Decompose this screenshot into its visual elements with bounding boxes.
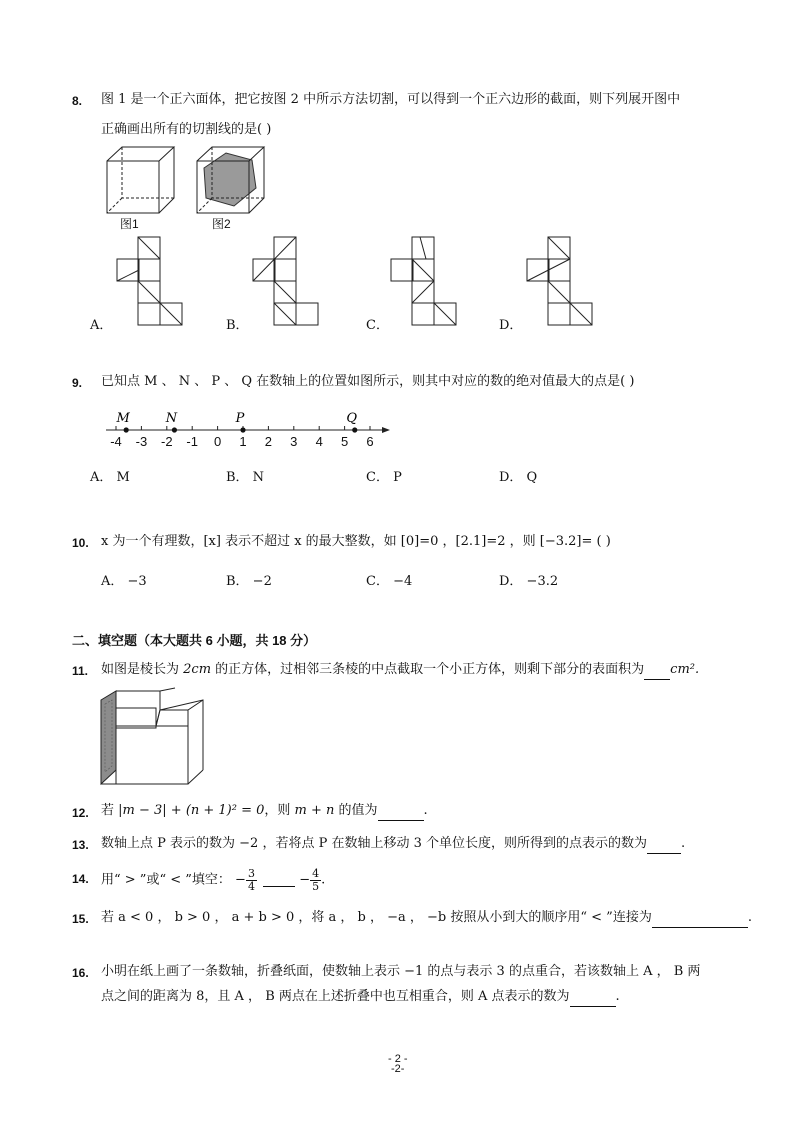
tick-label: 6 bbox=[366, 434, 374, 449]
q14-end: . bbox=[321, 872, 326, 888]
q12-text-a: 若 bbox=[101, 803, 119, 818]
section-fill-in-blank-heading: 二、填空题（本大题共 6 小题，共 18 分） bbox=[72, 633, 317, 648]
q15-blank[interactable] bbox=[652, 913, 748, 928]
q8-text-line1: 图 1 是一个正六面体，把它按图 2 中所示方法切割，可以得到一个正六边形的截面，则下列展开图中 bbox=[101, 92, 681, 107]
q8-option-c: C． bbox=[366, 318, 389, 333]
q13-text bbox=[101, 834, 685, 854]
q12-text bbox=[101, 801, 428, 821]
tick-label: -4 bbox=[110, 434, 122, 449]
q8-figure1-cube bbox=[106, 146, 186, 218]
q9-option-b: B． N bbox=[226, 470, 265, 485]
q10-number: 10. bbox=[72, 536, 89, 550]
q13-text-main: 数轴上点 P 表示的数为 −2 ，若将点 P 在数轴上移动 3 个单位长度，则所得到的点表示的数为 bbox=[101, 836, 647, 851]
q8-net-a bbox=[116, 236, 188, 326]
q15-end: . bbox=[747, 910, 752, 925]
q10-option-d: D． −3.2 bbox=[499, 574, 559, 589]
q11-unit: cm². bbox=[670, 662, 700, 677]
q11-text-b: 2cm bbox=[183, 662, 212, 677]
q8-figure1-label: 图1 bbox=[120, 217, 139, 231]
q9-option-c: C． P bbox=[366, 470, 402, 485]
tick-label: 2 bbox=[264, 434, 273, 449]
q8-net-d bbox=[526, 236, 598, 326]
tick-label: 4 bbox=[315, 434, 323, 449]
q8-net-c bbox=[390, 236, 462, 326]
q8-net-b bbox=[252, 236, 324, 326]
point-label-p: P bbox=[235, 411, 245, 426]
q12-number: 12. bbox=[72, 806, 89, 820]
q8-figure2-label: 图2 bbox=[212, 217, 231, 231]
q8-figure2-cube bbox=[196, 146, 268, 218]
point-n bbox=[172, 427, 177, 432]
q11-number: 11. bbox=[72, 664, 89, 678]
q11-cube-with-cut-figure bbox=[100, 690, 210, 786]
q13-number: 13. bbox=[72, 838, 89, 852]
tick-label: -1 bbox=[186, 434, 198, 449]
q15-text bbox=[101, 908, 752, 928]
q15-text-main: 若 a < 0 ， b > 0 ， a + b > 0 ，将 a ， b ， −a ， −b 按照从小到大的顺序用“ < ”连接为 bbox=[101, 910, 652, 925]
q13-end: . bbox=[681, 836, 686, 851]
tick-label: 5 bbox=[340, 434, 349, 449]
q10-text: x 为一个有理数，[x] 表示不超过 x 的最大整数，如 [0]=0 ，[2.1]=2 ，则 [−3.2]= ( ) bbox=[101, 534, 611, 549]
q9-number-line bbox=[100, 404, 400, 450]
point-label-n: N bbox=[165, 411, 178, 426]
page-number-secondary: -2- bbox=[391, 1063, 405, 1075]
q11-blank[interactable] bbox=[644, 665, 670, 680]
tick-label: -2 bbox=[161, 434, 173, 449]
point-p bbox=[240, 427, 245, 432]
q12-expression: m + n bbox=[294, 803, 335, 818]
q16-text-line1: 小明在纸上画了一条数轴，折叠纸面，使数轴上表示 −1 的点与表示 3 的点重合，若该数轴上 A ， B 两 bbox=[101, 964, 701, 979]
q9-text: 已知点 M 、 N 、 P 、 Q 在数轴上的位置如图所示，则其中对应的数的绝对值最大的点是( ) bbox=[101, 374, 635, 389]
q14-text-main: 用“ > ”或“ < ”填空： bbox=[101, 872, 231, 888]
tick-label: 1 bbox=[239, 434, 247, 449]
q16-number: 16. bbox=[72, 966, 89, 980]
q8-option-a: A． bbox=[90, 318, 113, 333]
point-q bbox=[352, 427, 357, 432]
q10-option-c: C． −4 bbox=[366, 574, 413, 589]
q12-equation: |m − 3| + (n + 1)² = 0 bbox=[118, 803, 265, 818]
q12-text-e: 的值为 bbox=[334, 803, 378, 818]
q8-text-line2: 正确画出所有的切割线的是( ) bbox=[101, 122, 272, 137]
q16-end: . bbox=[615, 989, 620, 1004]
point-m bbox=[124, 427, 129, 432]
q15-number: 15. bbox=[72, 912, 89, 926]
q9-option-d: D． Q bbox=[499, 470, 538, 485]
tick-label: 0 bbox=[213, 434, 222, 449]
q12-end: . bbox=[423, 803, 428, 818]
tick-label: -3 bbox=[135, 434, 148, 449]
page-number: - 2 - bbox=[388, 1053, 408, 1065]
tick-label: 3 bbox=[290, 434, 298, 449]
q8-option-b: B． bbox=[226, 318, 249, 333]
point-label-q: Q bbox=[346, 411, 358, 426]
q9-number: 9. bbox=[72, 376, 83, 390]
q13-blank[interactable] bbox=[647, 839, 681, 854]
q11-text bbox=[101, 660, 699, 680]
q14-number: 14. bbox=[72, 872, 89, 886]
q16-blank[interactable] bbox=[570, 992, 616, 1007]
q14-text: 用“ > ”或“ < ”填空： − $\frac{3}{4}$ − $\frac{4}{5}$ . bbox=[101, 867, 326, 893]
q14-fraction-2: $\frac{4}{5}$ bbox=[312, 867, 320, 893]
q11-text-c: 的正方体，过相邻三条棱的中点截取一个小正方体，则剩下部分的表面积为 bbox=[211, 662, 645, 677]
q12-text-c: ，则 bbox=[264, 803, 295, 818]
q14-blank[interactable] bbox=[263, 874, 295, 887]
q11-text-a: 如图是棱长为 bbox=[101, 662, 184, 677]
q10-option-a: A． −3 bbox=[101, 574, 147, 589]
q8-option-d: D． bbox=[499, 318, 523, 333]
point-label-m: M bbox=[116, 411, 130, 426]
q9-option-a: A． M bbox=[90, 470, 130, 485]
q14-fraction-1: $\frac{3}{4}$ bbox=[247, 867, 255, 893]
q16-text-line2-main: 点之间的距离为 8，且 A ， B 两点在上述折叠中也互相重合，则 A 点表示的数为 bbox=[101, 989, 570, 1004]
q16-text-line2 bbox=[101, 987, 620, 1007]
q8-number: 8. bbox=[72, 94, 83, 108]
q12-blank[interactable] bbox=[378, 806, 424, 821]
q10-option-b: B． −2 bbox=[226, 574, 272, 589]
